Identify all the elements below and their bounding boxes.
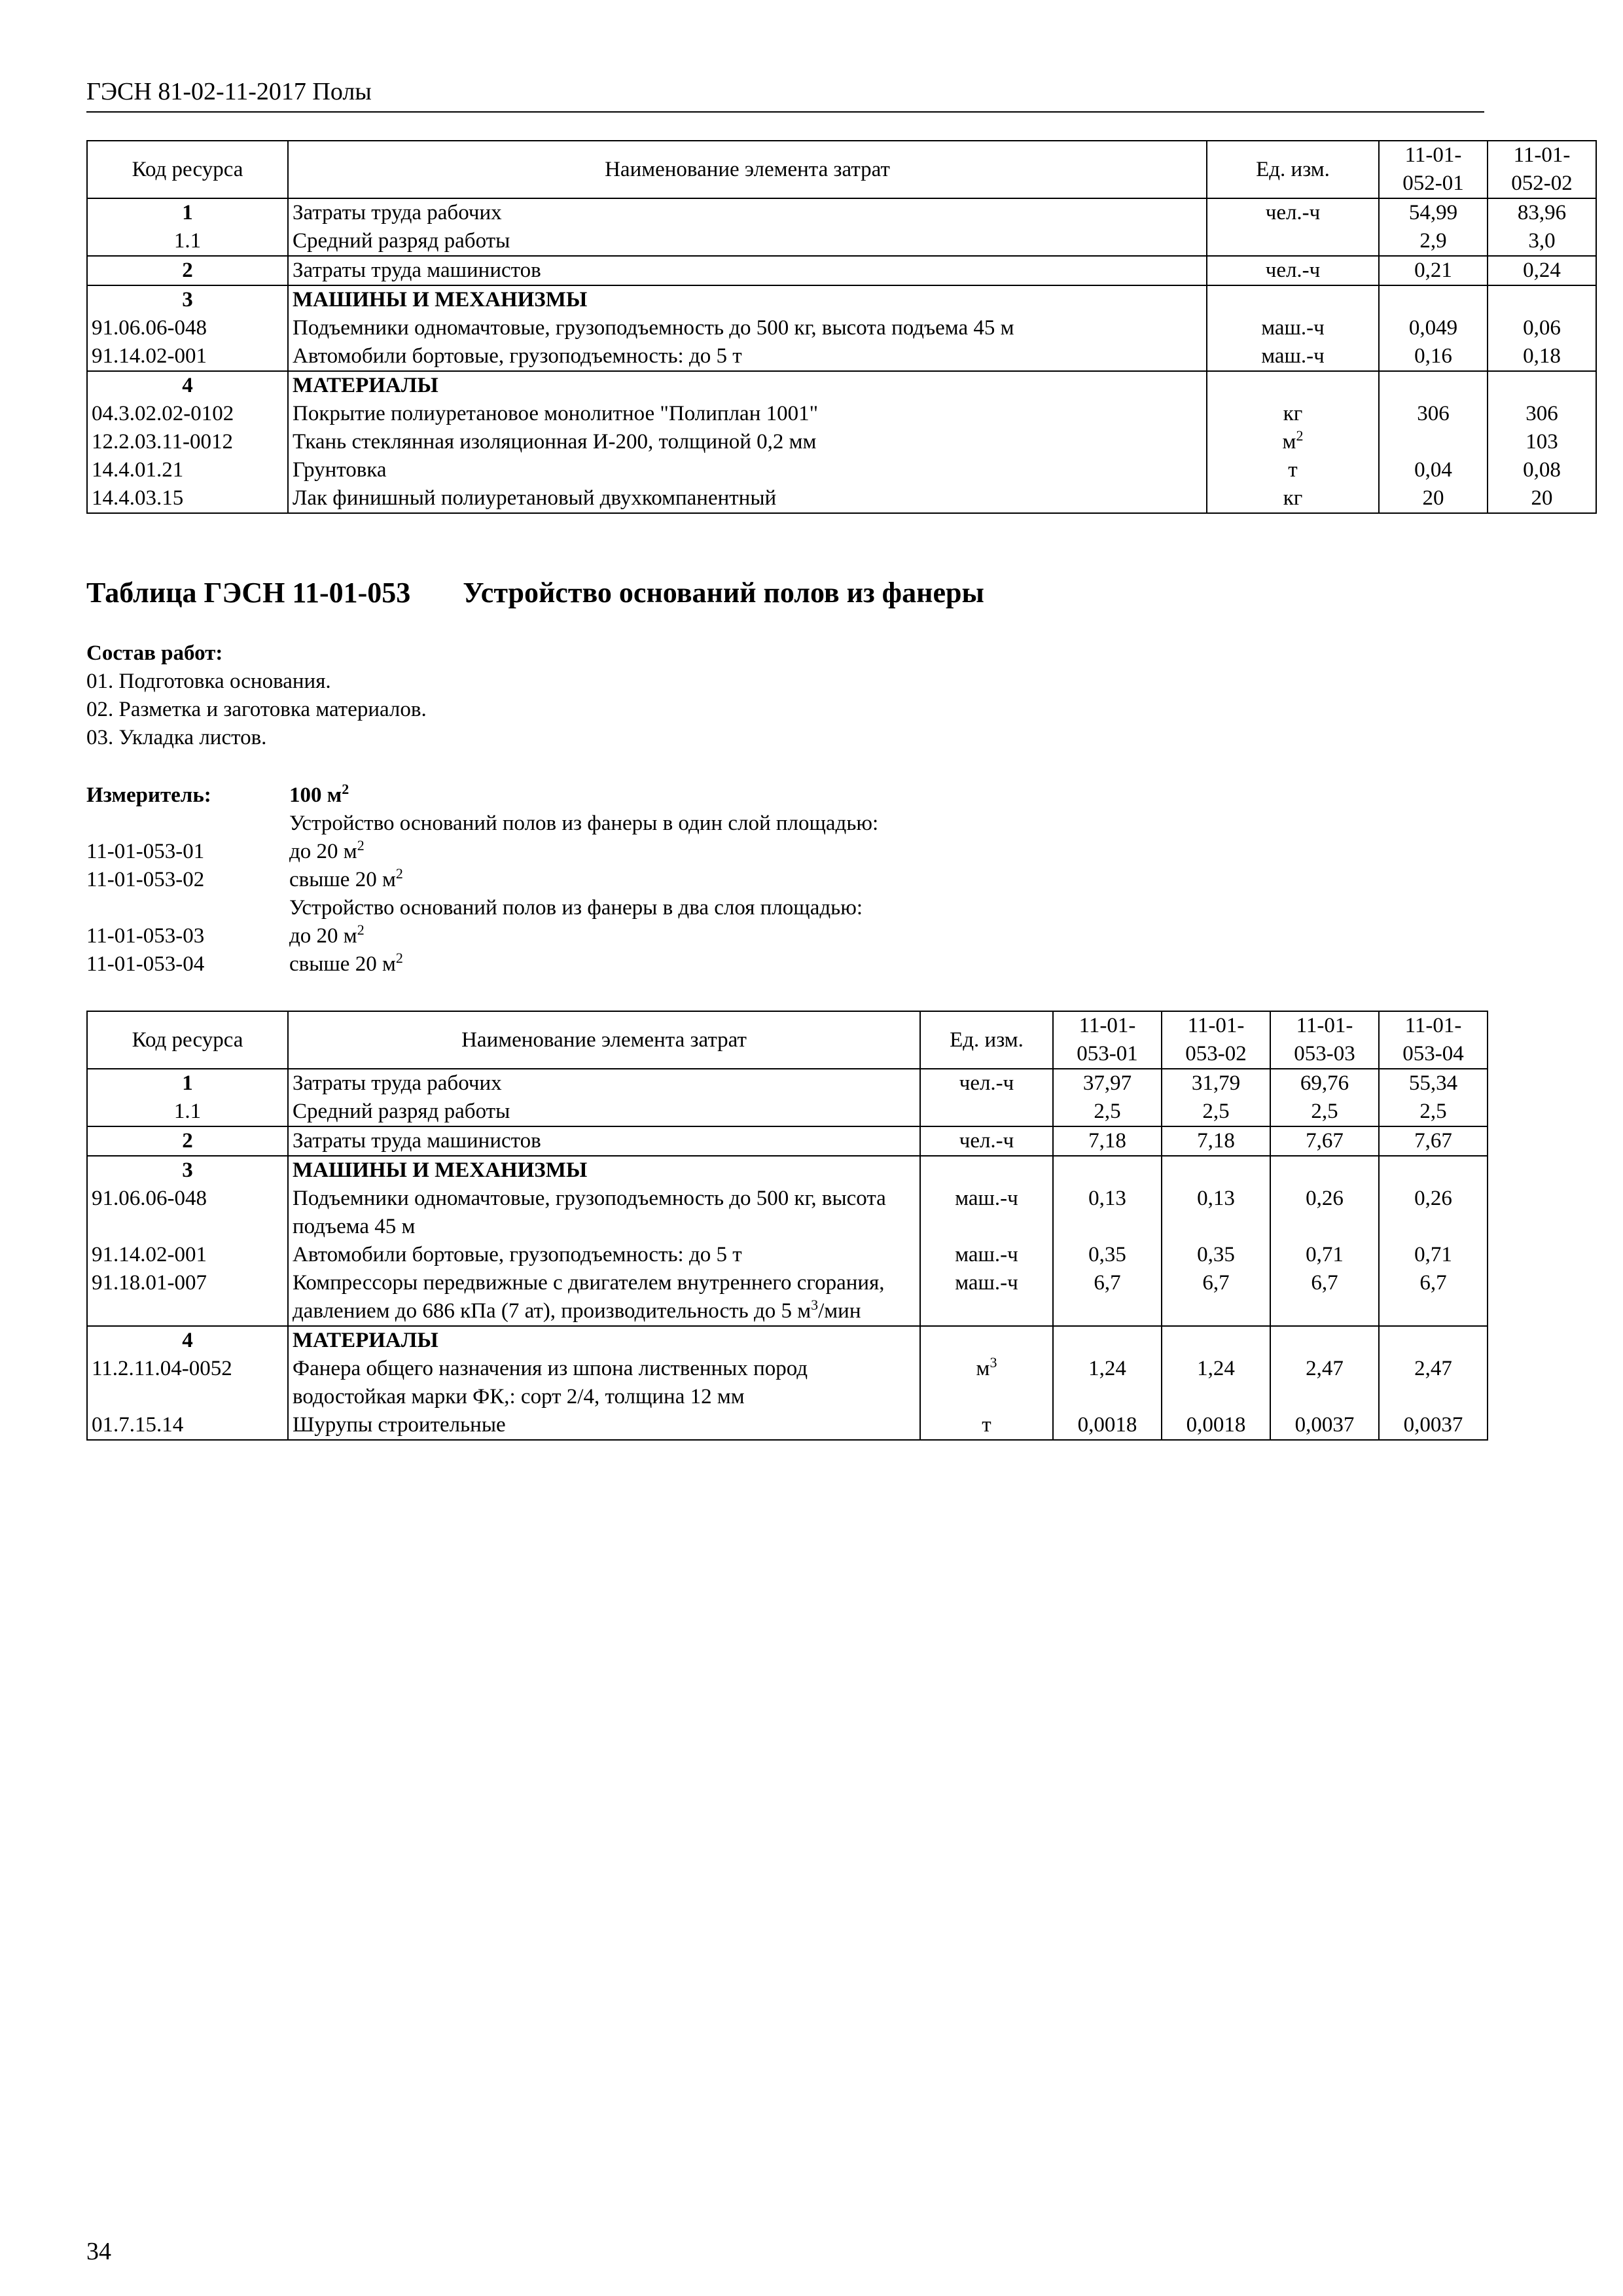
row-value: 306	[1488, 400, 1596, 428]
row-value: 2,5	[1379, 1098, 1488, 1126]
page-number: 34	[86, 2238, 111, 2265]
header-col: 11-01- 052-02	[1488, 141, 1596, 198]
spacer	[86, 894, 289, 922]
row-unit	[920, 1326, 1053, 1355]
row-value: 0,35	[1162, 1241, 1270, 1269]
row-name: Грунтовка	[288, 456, 1207, 484]
row-value: 0,13	[1053, 1185, 1162, 1241]
row-name-text: Компрессоры передвижные с двигателем внутреннего сгорания, давлением до 686 кПа (7 ат), производительность до 5 м	[293, 1271, 885, 1323]
section-title: МАТЕРИАЛЫ	[288, 371, 1207, 400]
row-name: Затраты труда машинистов	[288, 1126, 920, 1156]
row-value	[1379, 371, 1488, 400]
header-col: 11-01- 053-03	[1270, 1011, 1379, 1069]
table-row	[87, 1355, 1488, 1411]
works-item: 02. Разметка и заготовка материалов.	[86, 698, 427, 721]
section-title: МАШИНЫ И МЕХАНИЗМЫ	[288, 285, 1207, 314]
row-code: 91.18.01-007	[87, 1269, 288, 1326]
row-code: 14.4.03.15	[87, 484, 288, 513]
table-row	[87, 1126, 1488, 1156]
header-name: Наименование элемента затрат	[288, 1011, 920, 1069]
section-title: МАШИНЫ И МЕХАНИЗМЫ	[288, 1156, 920, 1185]
row-value	[1379, 428, 1488, 456]
measurer-row	[86, 922, 878, 950]
measurer-desc	[289, 838, 365, 866]
header-col: 11-01- 053-02	[1162, 1011, 1270, 1069]
row-code: 1.1	[87, 1098, 288, 1126]
measurer-desc-text: свыше 20 м	[289, 952, 396, 976]
measurer-unit-exponent: 2	[342, 781, 349, 797]
row-value: 83,96	[1488, 198, 1596, 227]
header-col: 11-01- 053-01	[1053, 1011, 1162, 1069]
table-row	[87, 1069, 1488, 1098]
row-value: 2,9	[1379, 227, 1488, 256]
row-code: 1.1	[87, 227, 288, 256]
row-name: Средний разряд работы	[288, 227, 1207, 256]
measurer-row	[86, 838, 878, 866]
measurer-row	[86, 950, 878, 978]
row-name: Шурупы строительные	[288, 1411, 920, 1440]
row-name: Затраты труда машинистов	[288, 256, 1207, 285]
row-code: 3	[87, 1156, 288, 1185]
row-code: 12.2.03.11-0012	[87, 428, 288, 456]
row-value: 31,79	[1162, 1069, 1270, 1098]
row-value: 0,35	[1053, 1241, 1162, 1269]
row-value: 0,049	[1379, 314, 1488, 342]
table-header-row	[87, 141, 1596, 198]
table-row	[87, 314, 1596, 342]
row-value	[1488, 371, 1596, 400]
row-value	[1053, 1156, 1162, 1185]
header-unit: Ед. изм.	[1207, 141, 1379, 198]
row-code: 14.4.01.21	[87, 456, 288, 484]
measurer-unit	[289, 781, 349, 810]
row-value: 0,13	[1162, 1185, 1270, 1241]
row-unit: кг	[1207, 484, 1379, 513]
row-value: 0,24	[1488, 256, 1596, 285]
row-unit: маш.-ч	[920, 1185, 1053, 1241]
row-unit	[920, 1156, 1053, 1185]
row-value: 69,76	[1270, 1069, 1379, 1098]
row-unit	[1207, 371, 1379, 400]
row-name: Автомобили бортовые, грузоподъемность: до 5 т	[288, 342, 1207, 371]
row-unit: кг	[1207, 400, 1379, 428]
row-name: Автомобили бортовые, грузоподъемность: до 5 т	[288, 1241, 920, 1269]
row-value: 103	[1488, 428, 1596, 456]
row-value: 54,99	[1379, 198, 1488, 227]
row-unit	[920, 1098, 1053, 1126]
header-col: 11-01- 052-01	[1379, 141, 1488, 198]
row-code: 3	[87, 285, 288, 314]
measurer-desc-exponent: 2	[357, 922, 365, 938]
row-unit: т	[920, 1411, 1053, 1440]
table-title	[86, 576, 984, 609]
row-value: 20	[1488, 484, 1596, 513]
row-unit: чел.-ч	[920, 1069, 1053, 1098]
table-row	[87, 1098, 1488, 1126]
row-code: 11.2.11.04-0052	[87, 1355, 288, 1411]
measurer-desc-text: до 20 м	[289, 924, 357, 948]
row-value	[1488, 285, 1596, 314]
measurer-desc-exponent: 2	[357, 837, 365, 853]
row-value	[1162, 1156, 1270, 1185]
measurer-row	[86, 781, 878, 810]
header-code: Код ресурса	[87, 1011, 288, 1069]
row-name: Средний разряд работы	[288, 1098, 920, 1126]
table-title-code: Таблица ГЭСН 11-01-053	[86, 577, 411, 609]
row-value: 0,16	[1379, 342, 1488, 371]
table-row	[87, 1241, 1488, 1269]
row-value: 0,71	[1379, 1241, 1488, 1269]
row-value: 6,7	[1162, 1269, 1270, 1326]
table-row	[87, 456, 1596, 484]
measurer-desc	[289, 866, 403, 894]
header-unit: Ед. изм.	[920, 1011, 1053, 1069]
table-row	[87, 400, 1596, 428]
table-row	[87, 1411, 1488, 1440]
row-value: 6,7	[1379, 1269, 1488, 1326]
measurer-desc-text: до 20 м	[289, 840, 357, 863]
row-unit	[1207, 428, 1379, 456]
row-value	[1379, 1326, 1488, 1355]
measurer-row	[86, 810, 878, 838]
measurer-label: Измеритель:	[86, 783, 211, 807]
works-item: 01. Подготовка основания.	[86, 670, 331, 693]
header-code: Код ресурса	[87, 141, 288, 198]
row-code: 01.7.15.14	[87, 1411, 288, 1440]
row-value: 1,24	[1053, 1355, 1162, 1411]
row-value: 0,08	[1488, 456, 1596, 484]
measurer-desc-exponent: 2	[395, 865, 403, 882]
row-value: 0,0037	[1270, 1411, 1379, 1440]
table-row	[87, 342, 1596, 371]
row-unit	[1207, 285, 1379, 314]
running-header: ГЭСН 81-02-11-2017 Полы	[86, 77, 1484, 113]
row-value: 2,47	[1270, 1355, 1379, 1411]
row-code: 2	[87, 256, 288, 285]
row-value: 0,26	[1270, 1185, 1379, 1241]
measurer-row	[86, 894, 878, 922]
row-code: 2	[87, 1126, 288, 1156]
measurer-code: 11-01-053-02	[86, 868, 205, 891]
row-unit: маш.-ч	[920, 1269, 1053, 1326]
row-value: 20	[1379, 484, 1488, 513]
row-name: Фанера общего назначения из шпона лиственных пород водостойкая марки ФК,: сорт 2/4, толщина 12 мм	[288, 1355, 920, 1411]
row-value	[1053, 1326, 1162, 1355]
table-row	[87, 428, 1596, 456]
table-row	[87, 1269, 1488, 1326]
row-code: 91.06.06-048	[87, 314, 288, 342]
table-title-name: Устройство оснований полов из фанеры	[463, 577, 984, 609]
spacer	[86, 810, 289, 838]
unit-exponent: 2	[1296, 427, 1304, 444]
row-value	[1270, 1326, 1379, 1355]
row-value: 0,21	[1379, 256, 1488, 285]
row-code: 1	[87, 198, 288, 227]
row-value	[1162, 1326, 1270, 1355]
row-code: 4	[87, 371, 288, 400]
row-value: 0,0037	[1379, 1411, 1488, 1440]
row-code: 4	[87, 1326, 288, 1355]
row-unit: маш.-ч	[1207, 342, 1379, 371]
header-col: 11-01- 053-04	[1379, 1011, 1488, 1069]
measurer-desc-text: свыше 20 м	[289, 868, 396, 891]
table-row	[87, 198, 1596, 227]
row-code: 91.14.02-001	[87, 1241, 288, 1269]
row-name: Подъемники одномачтовые, грузоподъемность до 500 кг, высота подъема 45 м	[288, 1185, 920, 1241]
row-value: 1,24	[1162, 1355, 1270, 1411]
row-name: Покрытие полиуретановое монолитное "Полиплан 1001"	[288, 400, 1207, 428]
row-value: 37,97	[1053, 1069, 1162, 1098]
measurer-desc-exponent: 2	[395, 950, 403, 966]
header-name: Наименование элемента затрат	[288, 141, 1207, 198]
section-title: МАТЕРИАЛЫ	[288, 1326, 920, 1355]
row-unit	[1207, 227, 1379, 256]
table-row	[87, 1185, 1488, 1241]
row-unit: т	[1207, 456, 1379, 484]
table-header-row	[87, 1011, 1488, 1069]
measurer-code: 11-01-053-04	[86, 952, 205, 976]
table-row	[87, 285, 1596, 314]
row-value: 6,7	[1053, 1269, 1162, 1326]
row-unit: чел.-ч	[920, 1126, 1053, 1156]
unit-text: м	[976, 1357, 990, 1380]
row-value: 0,06	[1488, 314, 1596, 342]
row-code: 04.3.02.02-0102	[87, 400, 288, 428]
table-row	[87, 484, 1596, 513]
row-value: 0,0018	[1162, 1411, 1270, 1440]
row-value: 0,71	[1270, 1241, 1379, 1269]
row-value	[1379, 285, 1488, 314]
row-name: Затраты труда рабочих	[288, 198, 1207, 227]
row-value: 2,5	[1162, 1098, 1270, 1126]
row-value: 0,04	[1379, 456, 1488, 484]
row-value: 7,18	[1162, 1126, 1270, 1156]
table-row	[87, 1326, 1488, 1355]
works-heading: Состав работ:	[86, 641, 223, 665]
measurer-group: Устройство оснований полов из фанеры в один слой площадью:	[289, 812, 879, 835]
row-code: 1	[87, 1069, 288, 1098]
measurer-desc	[289, 950, 403, 978]
row-name	[288, 1269, 920, 1326]
measurer-code: 11-01-053-03	[86, 924, 205, 948]
row-unit: чел.-ч	[1207, 198, 1379, 227]
unit-text: м	[1282, 430, 1296, 454]
measurer-unit-text: 100 м	[289, 783, 342, 807]
unit-exponent: 3	[990, 1354, 997, 1371]
measurer-desc	[289, 922, 365, 950]
row-value: 306	[1379, 400, 1488, 428]
row-value: 3,0	[1488, 227, 1596, 256]
row-value: 2,47	[1379, 1355, 1488, 1411]
row-name: Подъемники одномачтовые, грузоподъемность до 500 кг, высота подъема 45 м	[288, 314, 1207, 342]
measurer-group: Устройство оснований полов из фанеры в два слоя площадью:	[289, 896, 863, 920]
measurer-row	[86, 866, 878, 894]
measurer-block	[86, 781, 878, 978]
row-value: 2,5	[1053, 1098, 1162, 1126]
row-value: 6,7	[1270, 1269, 1379, 1326]
table-row	[87, 227, 1596, 256]
measurer-code: 11-01-053-01	[86, 840, 205, 863]
row-unit: чел.-ч	[1207, 256, 1379, 285]
row-code: 91.14.02-001	[87, 342, 288, 371]
cost-table-053	[86, 1011, 1488, 1441]
row-value: 0,18	[1488, 342, 1596, 371]
works-block	[86, 639, 427, 752]
row-name: Затраты труда рабочих	[288, 1069, 920, 1098]
row-value: 7,67	[1379, 1126, 1488, 1156]
row-code: 91.06.06-048	[87, 1185, 288, 1241]
table-row	[87, 1156, 1488, 1185]
works-item: 03. Укладка листов.	[86, 726, 267, 749]
row-name: Ткань стеклянная изоляционная И-200, толщиной 0,2 мм	[288, 428, 1207, 456]
table-row	[87, 371, 1596, 400]
row-value: 7,18	[1053, 1126, 1162, 1156]
row-unit	[920, 1355, 1053, 1411]
row-name-tail: /мин	[818, 1299, 861, 1323]
row-value: 7,67	[1270, 1126, 1379, 1156]
row-name-exponent: 3	[811, 1297, 819, 1313]
row-value: 0,0018	[1053, 1411, 1162, 1440]
row-value: 2,5	[1270, 1098, 1379, 1126]
row-value: 55,34	[1379, 1069, 1488, 1098]
row-unit: маш.-ч	[920, 1241, 1053, 1269]
row-name: Лак финишный полиуретановый двухкомпанентный	[288, 484, 1207, 513]
row-value: 0,26	[1379, 1185, 1488, 1241]
row-value	[1270, 1156, 1379, 1185]
row-unit: маш.-ч	[1207, 314, 1379, 342]
cost-table-052	[86, 140, 1597, 514]
table-row	[87, 256, 1596, 285]
row-value	[1379, 1156, 1488, 1185]
